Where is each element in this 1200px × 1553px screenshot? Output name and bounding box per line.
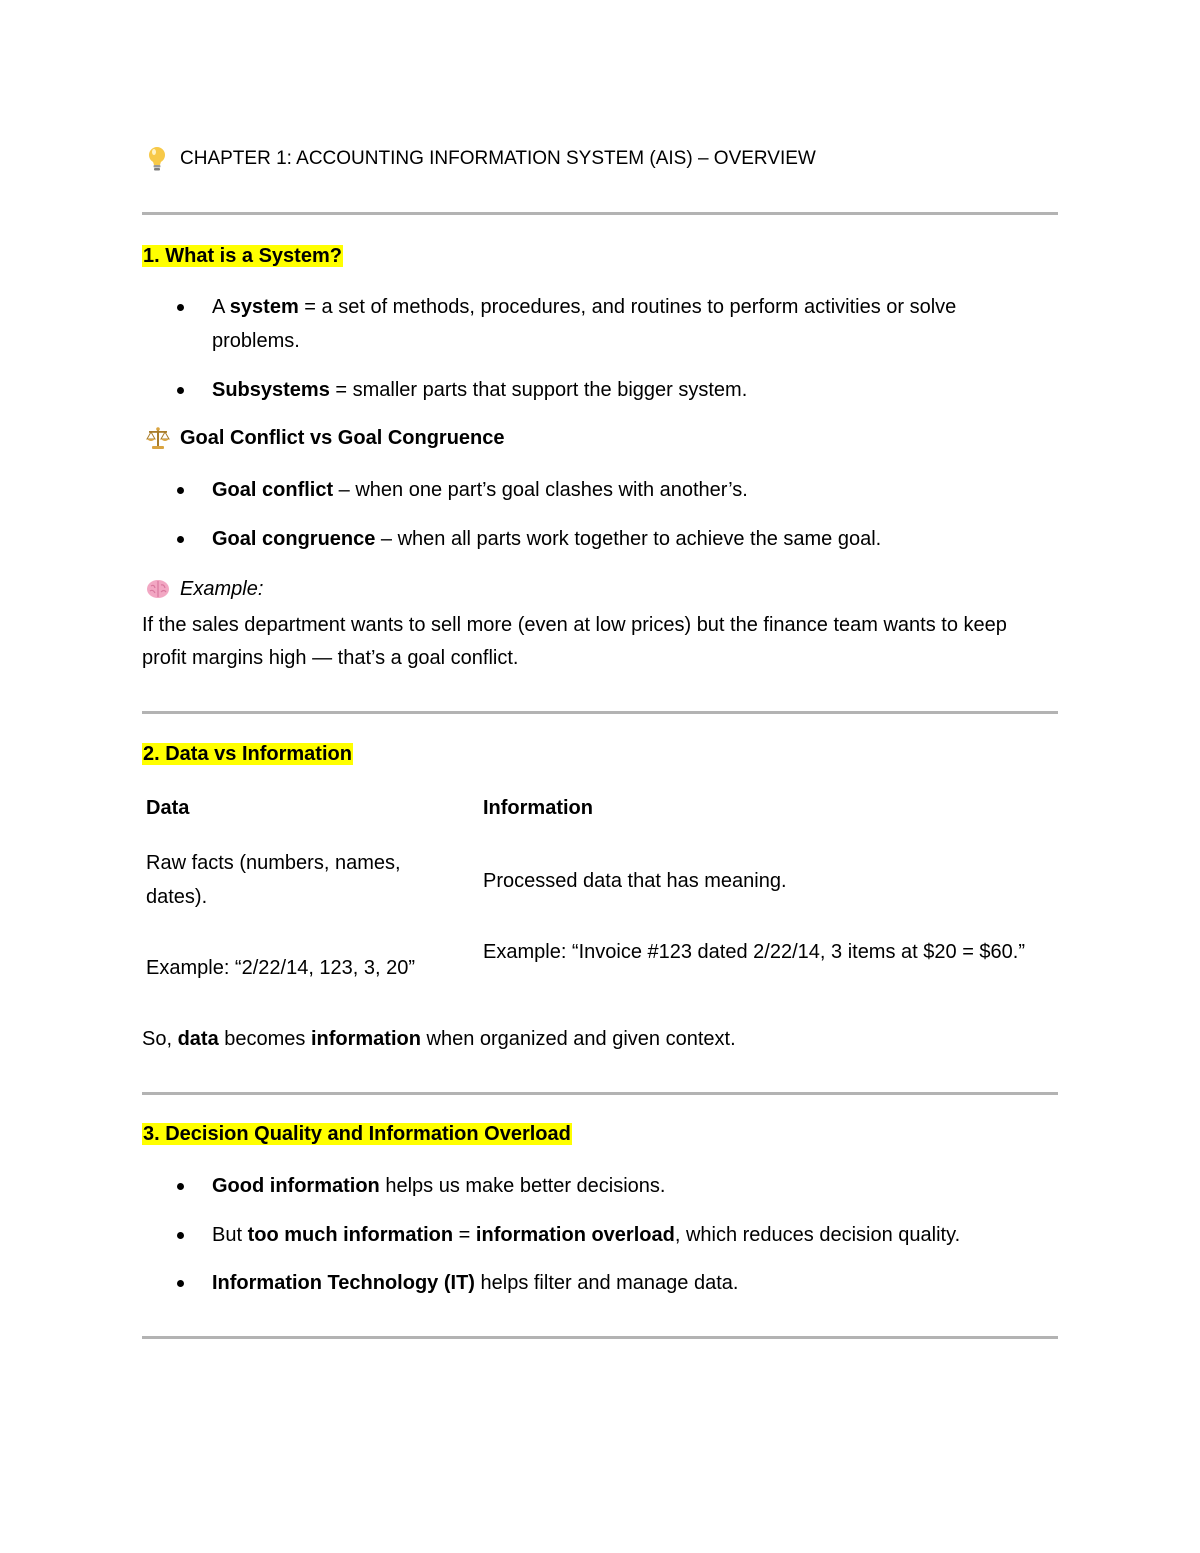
bullet-text: = a set of methods, procedures, and routines to perform activities or solve problems. [212,296,957,352]
summary-text: becomes [218,1028,311,1050]
summary-term: data [177,1028,219,1050]
example-label-text: Example: [180,577,264,600]
list-item [142,290,1042,358]
goal-subheading [146,425,505,451]
divider [142,1092,1058,1095]
summary-text: So, [142,1028,178,1050]
bullet-text: But [212,1224,248,1246]
list-item [142,1218,1042,1252]
bullet-text: A [212,296,230,318]
bullet-term: Information Technology (IT) [212,1272,475,1294]
data-summary [142,1023,1042,1056]
section-3-list [142,1266,1042,1300]
section-3-list [142,1169,1042,1203]
bullet-term: Good information [212,1175,380,1197]
divider [142,711,1058,714]
bullet-text: = smaller parts that support the bigger system. [329,379,748,401]
summary-term: information [310,1028,421,1050]
table-header: Data [146,797,190,819]
bullet-term: system [229,296,299,318]
document-title [146,145,816,173]
bullet-text: helps filter and manage data. [474,1272,739,1294]
title-text: CHAPTER 1: ACCOUNTING INFORMATION SYSTEM (AIS) – OVERVIEW [180,148,816,169]
section-3-heading-text: 3. Decision Quality and Information Overload [143,1123,571,1145]
divider [142,1336,1058,1339]
section-2-heading [142,743,353,766]
example-paragraph: If the sales department wants to sell more (even at low prices) but the finance team wants to keep profit margins high — that’s a goal conflict. [142,614,1007,669]
bullet-text: = [453,1224,476,1246]
table-cell: Raw facts (numbers, names, dates). [146,852,401,908]
summary-text: when organized and given context. [420,1028,736,1050]
goal-list [142,473,1042,507]
divider [142,212,1058,215]
bullet-text: – when all parts work together to achieve the same goal. [375,528,882,550]
bullet-term: Goal congruence [212,528,376,550]
table-cell: Example: “2/22/14, 123, 3, 20” [146,957,416,979]
bullet-term: Goal conflict [212,479,334,501]
bullet-term: information overload [475,1224,675,1246]
table-cell: Example: “Invoice #123 dated 2/22/14, 3 items at $20 = $60.” [483,941,1026,963]
section-1-heading [142,245,343,268]
section-1-list [142,290,1042,358]
brain-icon [146,577,170,601]
list-item [142,1169,1042,1203]
bullet-term: Subsystems [212,379,330,401]
list-item [142,522,1042,556]
goal-subheading-text: Goal Conflict vs Goal Congruence [180,426,505,449]
bullet-text: – when one part’s goal clashes with another’s. [333,479,748,501]
list-item [142,373,1042,407]
balance-scale-icon [146,425,170,451]
section-2-heading-text: 2. Data vs Information [143,743,352,765]
example-label [146,577,263,601]
bullet-text: , which reduces decision quality. [674,1224,961,1246]
lightbulb-icon [146,145,168,173]
table-cell: Processed data that has meaning. [483,870,787,892]
list-item [142,473,1042,507]
list-item [142,1266,1042,1300]
section-1-heading-text: 1. What is a System? [143,245,342,267]
section-3-list [142,1218,1042,1252]
section-3-heading [142,1123,572,1146]
goal-list [142,522,1042,556]
bullet-term: too much information [247,1224,454,1246]
bullet-text: helps us make better decisions. [379,1175,666,1197]
section-1-list [142,373,1042,407]
table-header: Information [483,797,593,819]
